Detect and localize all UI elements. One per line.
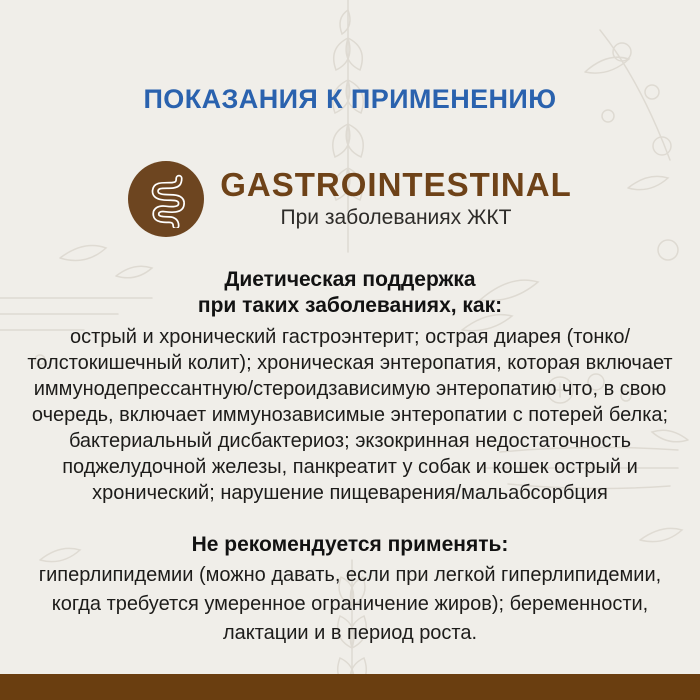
footer-bar [0, 674, 700, 700]
indications-heading-line1: Диетическая поддержка [224, 268, 476, 291]
product-header [0, 161, 700, 237]
indications-section [22, 267, 678, 506]
contraindications-body: гиперлипидемии (можно давать, если при легкой гиперлипидемии, когда требуется умеренное ограничение жиров); беременности, лактации и в период роста. [38, 564, 662, 644]
product-name: GASTROINTESTINAL [220, 166, 572, 204]
product-subtitle: При заболеваниях ЖКТ [280, 205, 512, 229]
intestines-icon [128, 161, 204, 237]
contraindications-section [22, 532, 678, 648]
indications-heading-line2: при таких заболеваниях, как: [197, 294, 503, 317]
contraindications-heading: Не рекомендуется применять: [191, 533, 509, 556]
indications-body: острый и хронический гастроэнтерит; острая диарея (тонко/толстокишечный колит); хроническая энтеропатия, которая включает иммунодепрессантную/стероидзависимую энтеропатию что, в свою очередь, включает иммунозависимые энтеропатии с потерей белка; бактериальный дисбактериоз; экзокринная недостаточность поджелудочной железы, панкреатит у собак и кошек острый и хронический; нарушение пищеварения/мальабсорбция [27, 326, 673, 504]
indications-heading [22, 267, 678, 319]
page-title: ПОКАЗАНИЯ К ПРИМЕНЕНИЮ [143, 84, 557, 114]
product-title-block [220, 168, 572, 230]
